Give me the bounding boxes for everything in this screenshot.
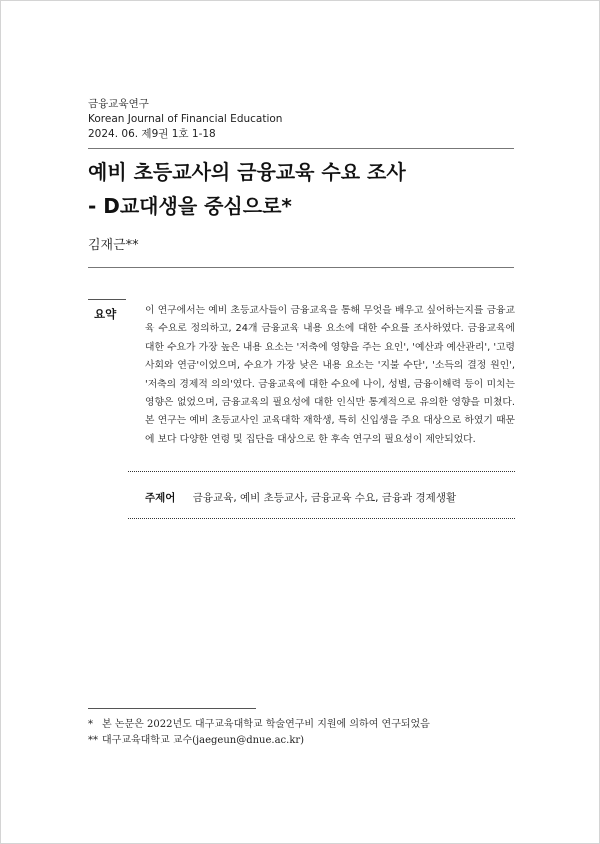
abstract-text: 이 연구에서는 예비 초등교사들이 금융교육을 통해 무엇을 배우고 싶어하는지를 금융교육 수요로 정의하고, 24개 금융교육 내용 요소에 대한 수요를 조사하였다. 금융교육에 대한 수요가 가장 높은 내용 요소는 '저축에 영향을 주는 요인', '예산과 예산관리', '고령사회와 연금'이었으며, 수요가 가장 낮은 내용 요소는 '지불 수단', '소득의 결정 원인', '저축의 경제적 의의'였다. 금융교육에 대한 수요에 나이, 성별, 금융이해력 등이 미치는 영향은 없었으며, 금융교육의 필요성에 대한 인식만 통계적으로 유의한 영향을 미쳤다. 본 연구는 예비 초등교사인 교육대학 재학생, 특히 신입생을 주요 대상으로 하였기 때문에 보다 다양한 연령 및 집단을 대상으로 한 후속 연구의 필요성이 제안되었다. (145, 305, 515, 445)
header-rule (88, 148, 514, 149)
author-rule (88, 267, 514, 268)
journal-header (88, 97, 282, 142)
footnote-1 (88, 715, 430, 730)
journal-name-english: Korean Journal of Financial Education (88, 113, 283, 125)
keywords (145, 490, 456, 505)
paper-title (88, 155, 406, 223)
abstract-label: 요약 (94, 307, 117, 321)
keywords-top-divider (128, 471, 515, 472)
keywords-text: 금융교육, 예비 초등교사, 금융교육 수요, 금융과 경제생활 (192, 492, 457, 504)
footnote-text: 본 논문은 2022년도 대구교육대학교 학술연구비 지원에 의하여 연구되었음 (102, 719, 430, 730)
journal-issue: 2024. 06. 제9권 1호 1-18 (88, 128, 216, 140)
keywords-label: 주제어 (145, 492, 176, 504)
footnote-mark: ** (88, 735, 98, 746)
journal-name-korean: 금융교육연구 (88, 98, 149, 110)
keywords-bottom-divider (128, 518, 515, 519)
abstract-label-rule (88, 299, 126, 300)
footnote-2 (88, 731, 304, 746)
title-line-2: - D교대생을 중심으로* (88, 194, 292, 218)
footnote-text: 대구교육대학교 교수(jaegeun@dnue.ac.kr) (102, 735, 305, 746)
footnote-rule (88, 708, 256, 709)
title-line-1: 예비 초등교사의 금융교육 수요 조사 (88, 160, 406, 184)
footnote-mark: * (88, 719, 93, 730)
author: 김재근** (88, 238, 139, 253)
